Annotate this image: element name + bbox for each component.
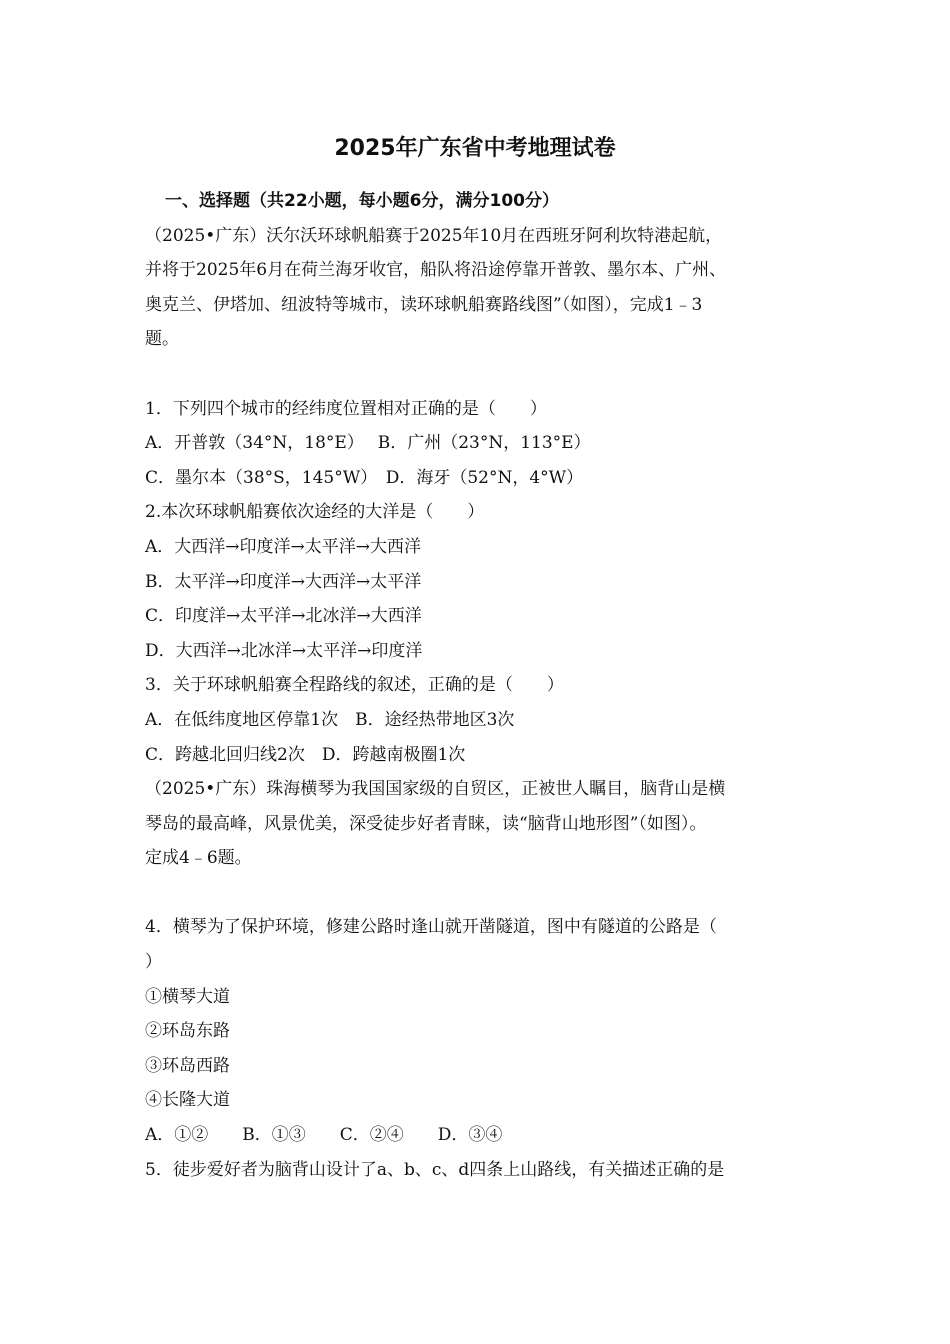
text-line: A．开普敦（34°N，18°E） B．广州（23°N，113°E） (145, 433, 591, 454)
text-line: C．印度洋→太平洋→北冰洋→大西洋 (145, 606, 422, 627)
text-line: ②环岛东路 (145, 1021, 230, 1042)
text-line: （2025•广东）沃尔沃环球帆船赛于2025年10月在西班牙阿利坎特港起航， (145, 225, 723, 246)
text-line: 3．关于环球帆船赛全程路线的叙述，正确的是（ ） (145, 675, 564, 696)
text-line: 2.本次环球帆船赛依次途经的大洋是（ ） (145, 502, 485, 523)
text-line: 定成4﹣6题。 (145, 848, 252, 869)
text-line: 琴岛的最高峰，风景优美，深受徒步好者青睐，读“脑背山地形图”（如图）。 (145, 813, 707, 834)
text-line: A．大西洋→印度洋→太平洋→大西洋 (145, 536, 422, 557)
text-line: 5．徒步爱好者为脑背山设计了a、b、c、d四条上山路线，有关描述正确的是 (145, 1159, 725, 1180)
section-heading: 一、选择题（共22小题，每小题6分，满分100分） (165, 191, 559, 211)
page-title: 2025年广东省中考地理试卷 (334, 136, 616, 161)
text-line: 题。 (145, 329, 179, 350)
text-line: D．大西洋→北冰洋→太平洋→印度洋 (145, 640, 423, 661)
text-line: ） (145, 952, 162, 973)
text-line: ①横琴大道 (145, 986, 230, 1007)
text-line: A．①② B．①③ C．②④ D．③④ (145, 1125, 503, 1146)
text-line: 1．下列四个城市的经纬度位置相对正确的是（ ） (145, 398, 547, 419)
question-lines (145, 219, 825, 1188)
text-line: C．跨越北回归线2次 D．跨越南极圈1次 (145, 744, 466, 765)
document-body (145, 184, 825, 1187)
text-line: （2025•广东）珠海横琴为我国国家级的自贸区，正被世人瞩目，脑背山是横 (145, 779, 726, 800)
blank-line (145, 876, 825, 911)
text-line: 并将于2025年6月在荷兰海牙收官，船队将沿途停靠开普敦、墨尔本、广州、 (145, 260, 727, 281)
text-line: B．太平洋→印度洋→大西洋→太平洋 (145, 571, 422, 592)
text-line: 4．横琴为了保护环境，修建公路时逢山就开凿隧道，图中有隧道的公路是（ (145, 917, 717, 938)
text-line: 奥克兰、伊塔加、纽波特等城市，读环球帆船赛路线图”（如图），完成1﹣3 (145, 294, 703, 315)
text-line: ③环岛西路 (145, 1055, 230, 1076)
text-line: ④长隆大道 (145, 1090, 230, 1111)
blank-line (145, 357, 825, 392)
text-line: A．在低纬度地区停靠1次 B．途经热带地区3次 (145, 709, 515, 730)
text-line: C．墨尔本（38°S，145°W） D．海牙（52°N，4°W） (145, 467, 584, 488)
